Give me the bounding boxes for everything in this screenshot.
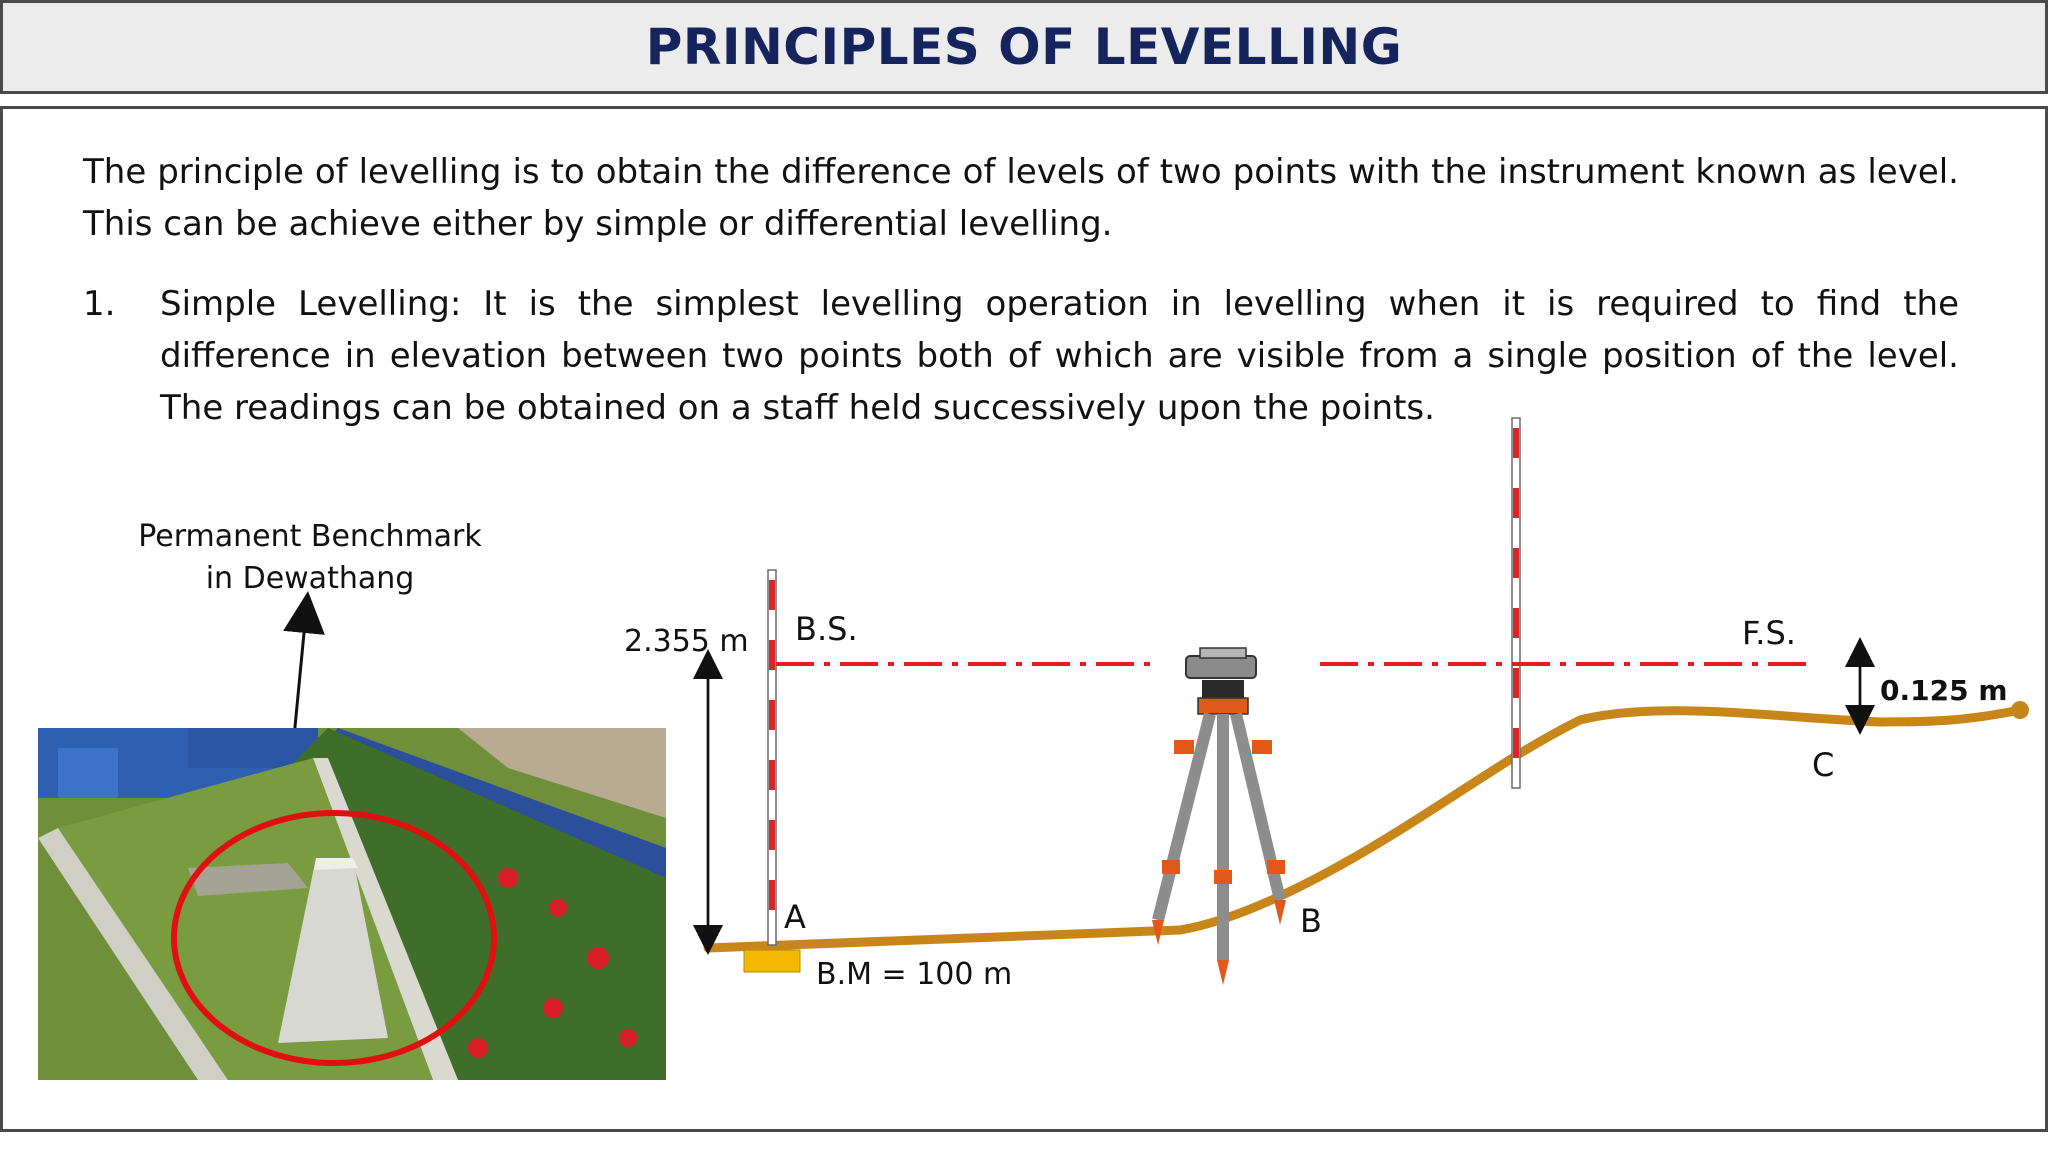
telescope (1186, 656, 1256, 678)
point-b-label: B (1300, 902, 1322, 940)
foresight-label: F.S. (1742, 614, 1796, 652)
staff-b (1512, 418, 1520, 788)
benchmark-block (744, 950, 800, 972)
benchmark-label: B.M = 100 m (816, 957, 1013, 992)
photo-caption-line1: Permanent Benchmark (138, 519, 482, 554)
list-item-text: Simple Levelling: It is the simplest levelling operation in levelling when it is required to find the difference in elevation between two points both of which are visible from a single position of the level. The readings can be obtained on a staff held successively upon the points. (160, 284, 1959, 428)
point-a-label: A (784, 898, 806, 936)
photo-caption (90, 516, 530, 600)
backsight-label: B.S. (795, 610, 858, 648)
benchmark-photo (38, 728, 666, 1080)
title-bar (0, 0, 2048, 94)
list-item-number: 1. (83, 284, 116, 324)
intro-paragraph: The principle of levelling is to obtain the difference of levels of two points with the instrument known as level. This can be achieve either by simple or differential levelling. (83, 152, 1959, 244)
point-c-label: C (1812, 746, 1835, 784)
levelling-diagram (624, 400, 2048, 1020)
tripod-head (1198, 698, 1248, 714)
foresight-reading: 0.125 m (1880, 674, 2008, 707)
backsight-reading: 2.355 m (624, 624, 749, 659)
photo-caption-line2: in Dewathang (205, 561, 415, 596)
page-title: PRINCIPLES OF LEVELLING (645, 18, 1403, 76)
staff-a (768, 570, 776, 945)
